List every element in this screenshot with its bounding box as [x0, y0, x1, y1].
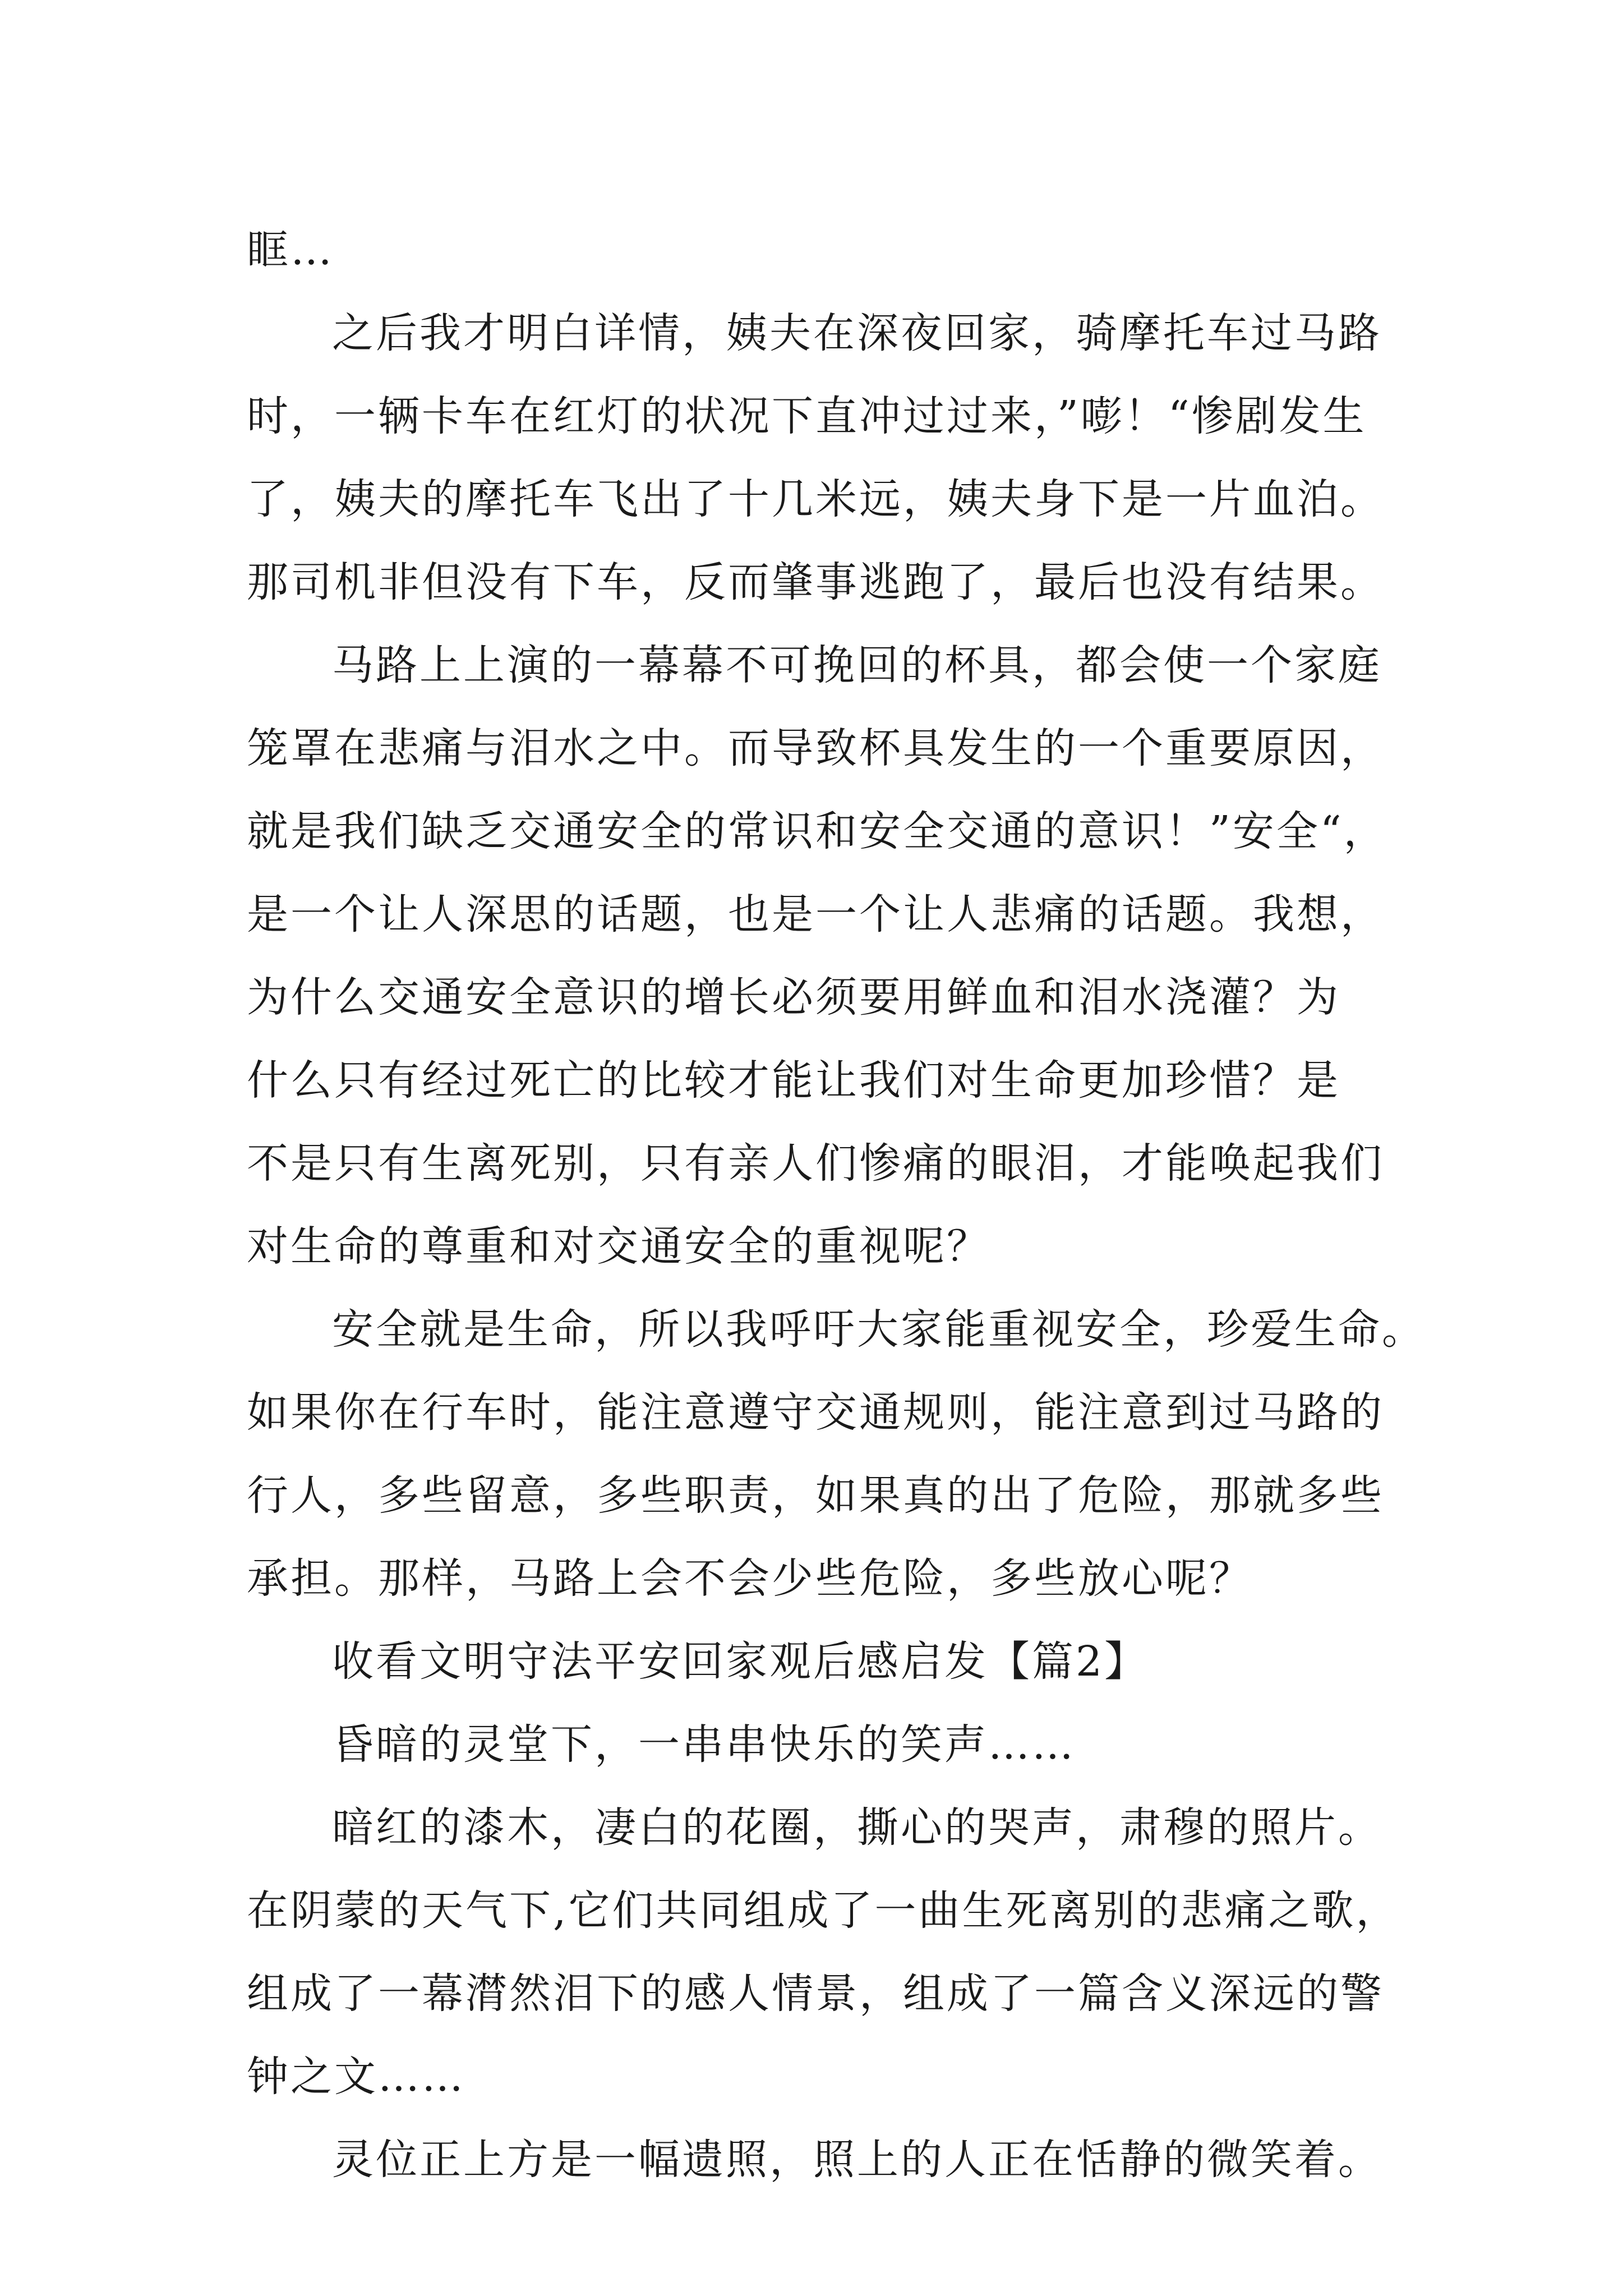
text-line: 不是只有生离死别，只有亲人们惨痛的眼泪，才能唤起我们: [247, 1139, 1384, 1188]
paragraph-start-line: 暗红的漆木，凄白的花圈，撕心的哭声，肃穆的照片。: [332, 1803, 1382, 1852]
text-line: 在阴蒙的天气下,它们共同组成了一曲生死离别的悲痛之歌，: [247, 1887, 1400, 1935]
section-heading: 收看文明守法平安回家观后感启发【篇2】: [332, 1637, 1149, 1686]
text-line: 笼罩在悲痛与泪水之中。而导致杯具发生的一个重要原因，: [247, 724, 1384, 772]
text-line: 就是我们缺乏交通安全的常识和安全交通的意识！”安全“，: [247, 807, 1387, 855]
paragraph-start-line: 之后我才明白详情，姨夫在深夜回家，骑摩托车过马路: [332, 309, 1382, 357]
text-line: 那司机非但没有下车，反而肇事逃跑了，最后也没有结果。: [247, 558, 1384, 606]
text-line: 时，一辆卡车在红灯的状况下直冲过过来，”嘭！“惨剧发生: [247, 392, 1367, 440]
text-line: 钟之文……: [247, 2053, 465, 2101]
text-line: 如果你在行车时，能注意遵守交通规则，能注意到过马路的: [247, 1388, 1384, 1437]
document-body: [247, 209, 1426, 2201]
paragraph-start-line: 马路上上演的一幕幕不可挽回的杯具，都会使一个家庭: [332, 641, 1382, 689]
text-line: 眶…: [247, 226, 334, 274]
paragraph-start-line: 安全就是生命，所以我呼吁大家能重视安全，珍爱生命。: [332, 1305, 1426, 1354]
text-line: 了，姨夫的摩托车飞出了十几米远，姨夫身下是一片血泊。: [247, 475, 1384, 523]
text-line: 为什么交通安全意识的增长必须要用鲜血和泪水浇灌？为: [247, 973, 1340, 1022]
paragraph-start-line: 灵位正上方是一幅遗照，照上的人正在恬静的微笑着。: [332, 2136, 1382, 2184]
paragraph-start-line: 昏暗的灵堂下，一串串快乐的笑声……: [332, 1720, 1076, 1769]
text-line: 承担。那样，马路上会不会少些危险，多些放心呢？: [247, 1554, 1253, 1603]
text-line: 什么只有经过死亡的比较才能让我们对生命更加珍惜？是: [247, 1056, 1340, 1105]
text-line: 组成了一幕潸然泪下的感人情景，组成了一篇含义深远的警: [247, 1970, 1384, 2018]
text-line: 对生命的尊重和对交通安全的重视呢？: [247, 1222, 990, 1271]
text-line: 是一个让人深思的话题，也是一个让人悲痛的话题。我想，: [247, 890, 1384, 938]
text-line: 行人，多些留意，多些职责，如果真的出了危险，那就多些: [247, 1471, 1384, 1520]
